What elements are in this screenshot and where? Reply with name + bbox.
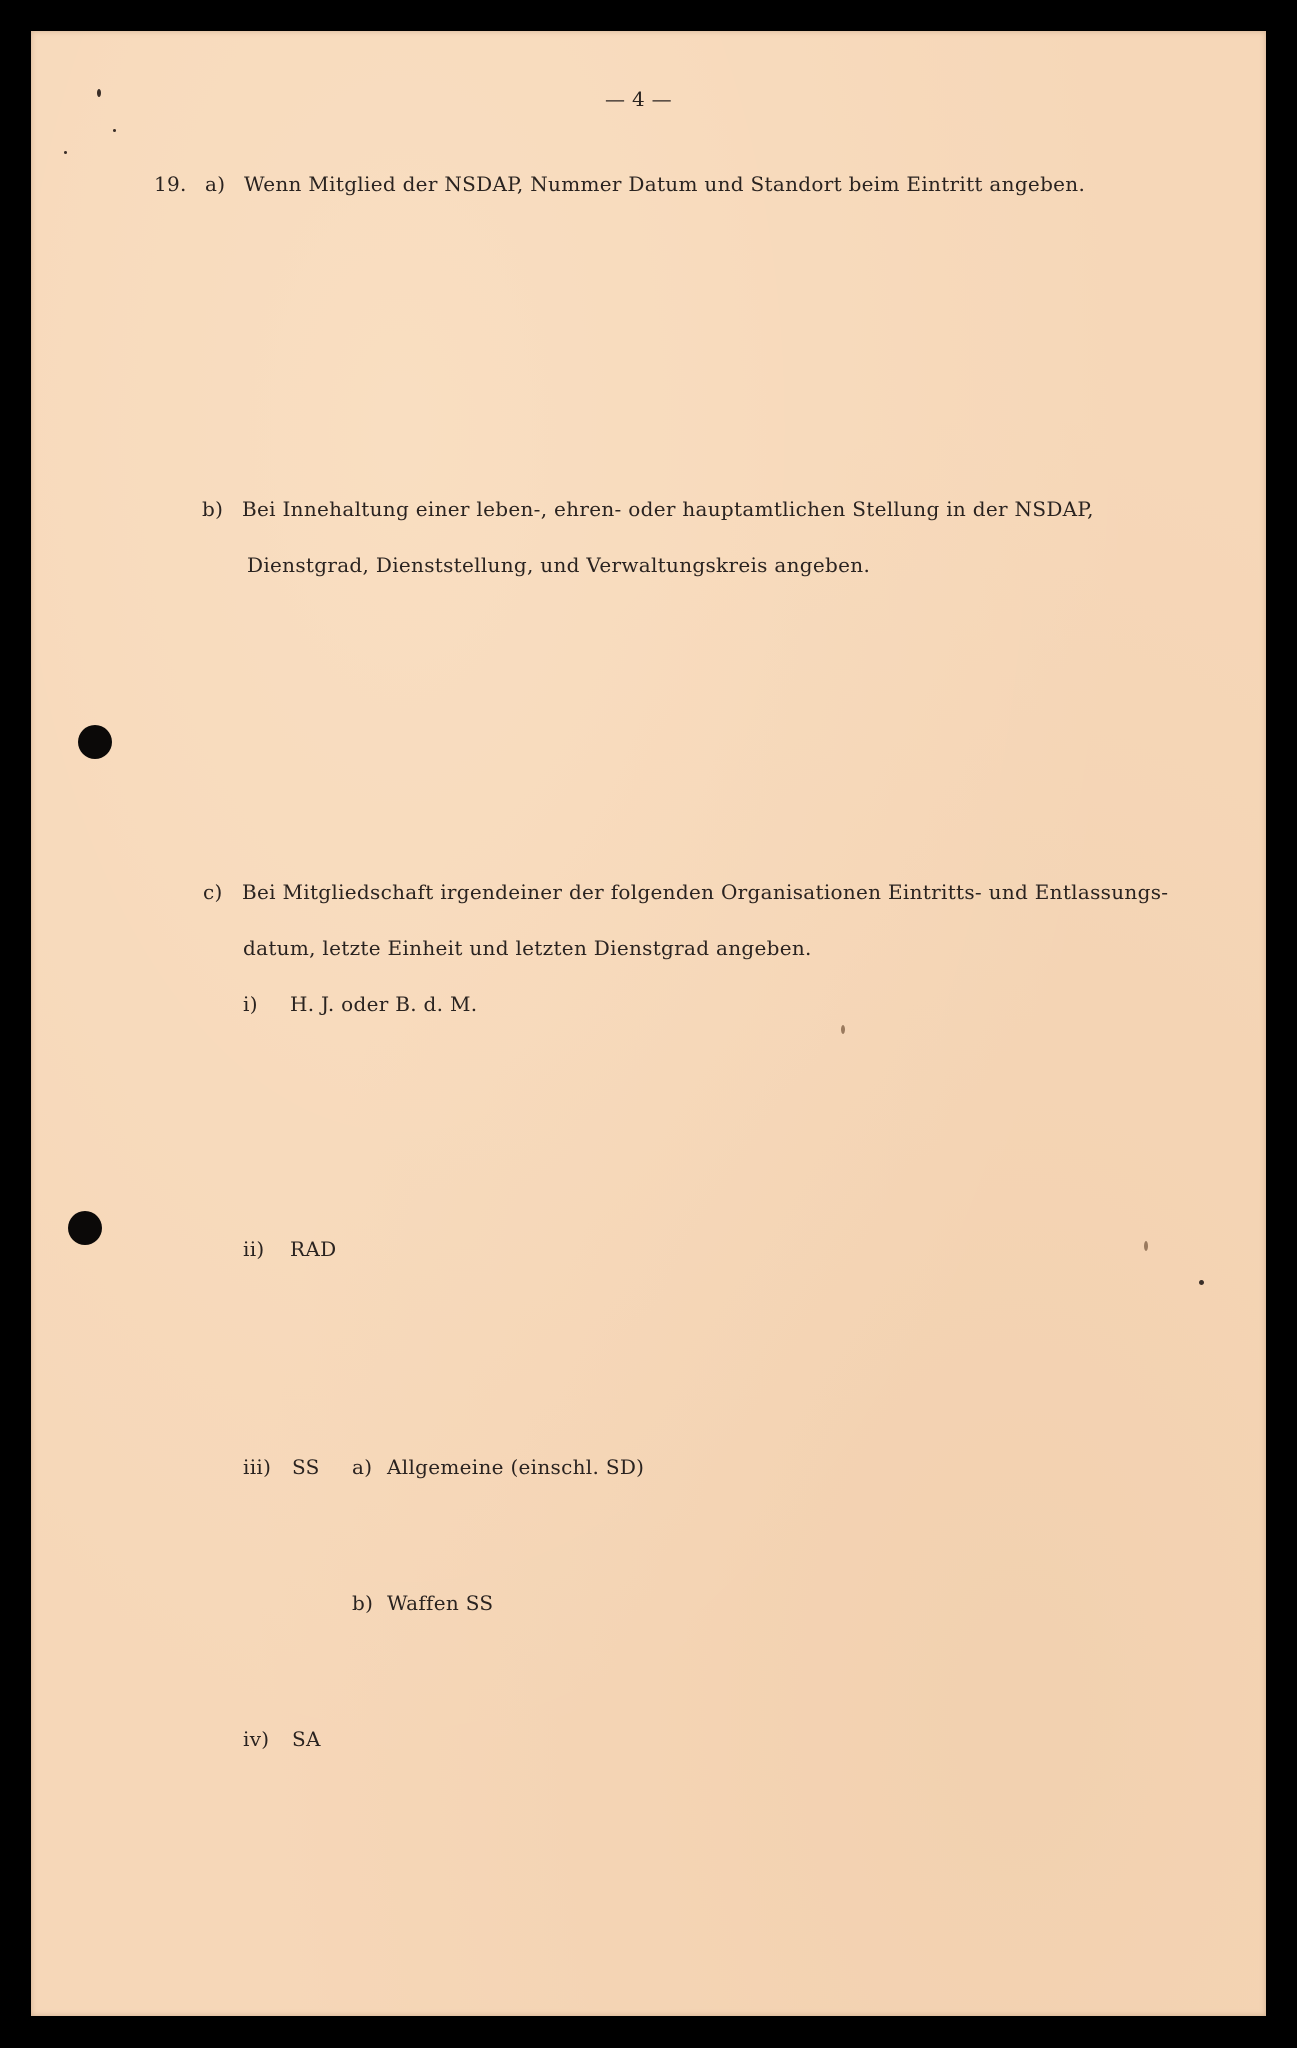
- item-b-marker: b): [202, 497, 224, 521]
- subitem-iii-b-label: Waffen SS: [387, 1591, 494, 1615]
- paper-speck: [1199, 1280, 1204, 1285]
- item-c-line1: Bei Mitgliedschaft irgendeiner der folgenden Organisationen Eintritts- und Entlassungs-: [242, 880, 1169, 904]
- paper-speck: [64, 151, 67, 154]
- item-a-text: Wenn Mitglied der NSDAP, Nummer Datum und Standort beim Eintritt angeben.: [244, 172, 1086, 196]
- punch-hole-upper: [78, 725, 112, 759]
- item-c-marker: c): [203, 880, 223, 904]
- subitem-iii-marker: iii): [243, 1455, 272, 1479]
- paper-speck: [1144, 1241, 1148, 1251]
- item-c-line2: datum, letzte Einheit und letzten Dienstgrad angeben.: [243, 936, 812, 960]
- subitem-i-label: H. J. oder B. d. M.: [290, 992, 478, 1016]
- subitem-i-marker: i): [243, 992, 258, 1016]
- item-b-line1: Bei Innehaltung einer leben-, ehren- oder hauptamtlichen Stellung in der NSDAP,: [242, 497, 1094, 521]
- subitem-ii-label: RAD: [290, 1237, 337, 1261]
- paper-speck: [97, 89, 101, 97]
- paper-speck: [841, 1025, 845, 1034]
- subitem-iii-a-marker: a): [352, 1455, 373, 1479]
- subitem-iii-b-marker: b): [352, 1591, 374, 1615]
- subitem-iv-marker: iv): [243, 1727, 270, 1751]
- form-page: [31, 31, 1266, 2016]
- subitem-iii-a-label: Allgemeine (einschl. SD): [387, 1455, 645, 1479]
- subitem-ii-marker: ii): [243, 1237, 265, 1261]
- item-a-marker: a): [205, 172, 226, 196]
- subitem-iii-label: SS: [292, 1455, 320, 1479]
- page-number: — 4 —: [605, 87, 672, 111]
- item-b-line2: Dienstgrad, Dienststellung, und Verwaltungskreis angeben.: [247, 553, 871, 577]
- punch-hole-lower: [68, 1211, 102, 1245]
- paper-speck: [113, 129, 116, 132]
- question-number: 19.: [154, 172, 187, 196]
- subitem-iv-label: SA: [292, 1727, 321, 1751]
